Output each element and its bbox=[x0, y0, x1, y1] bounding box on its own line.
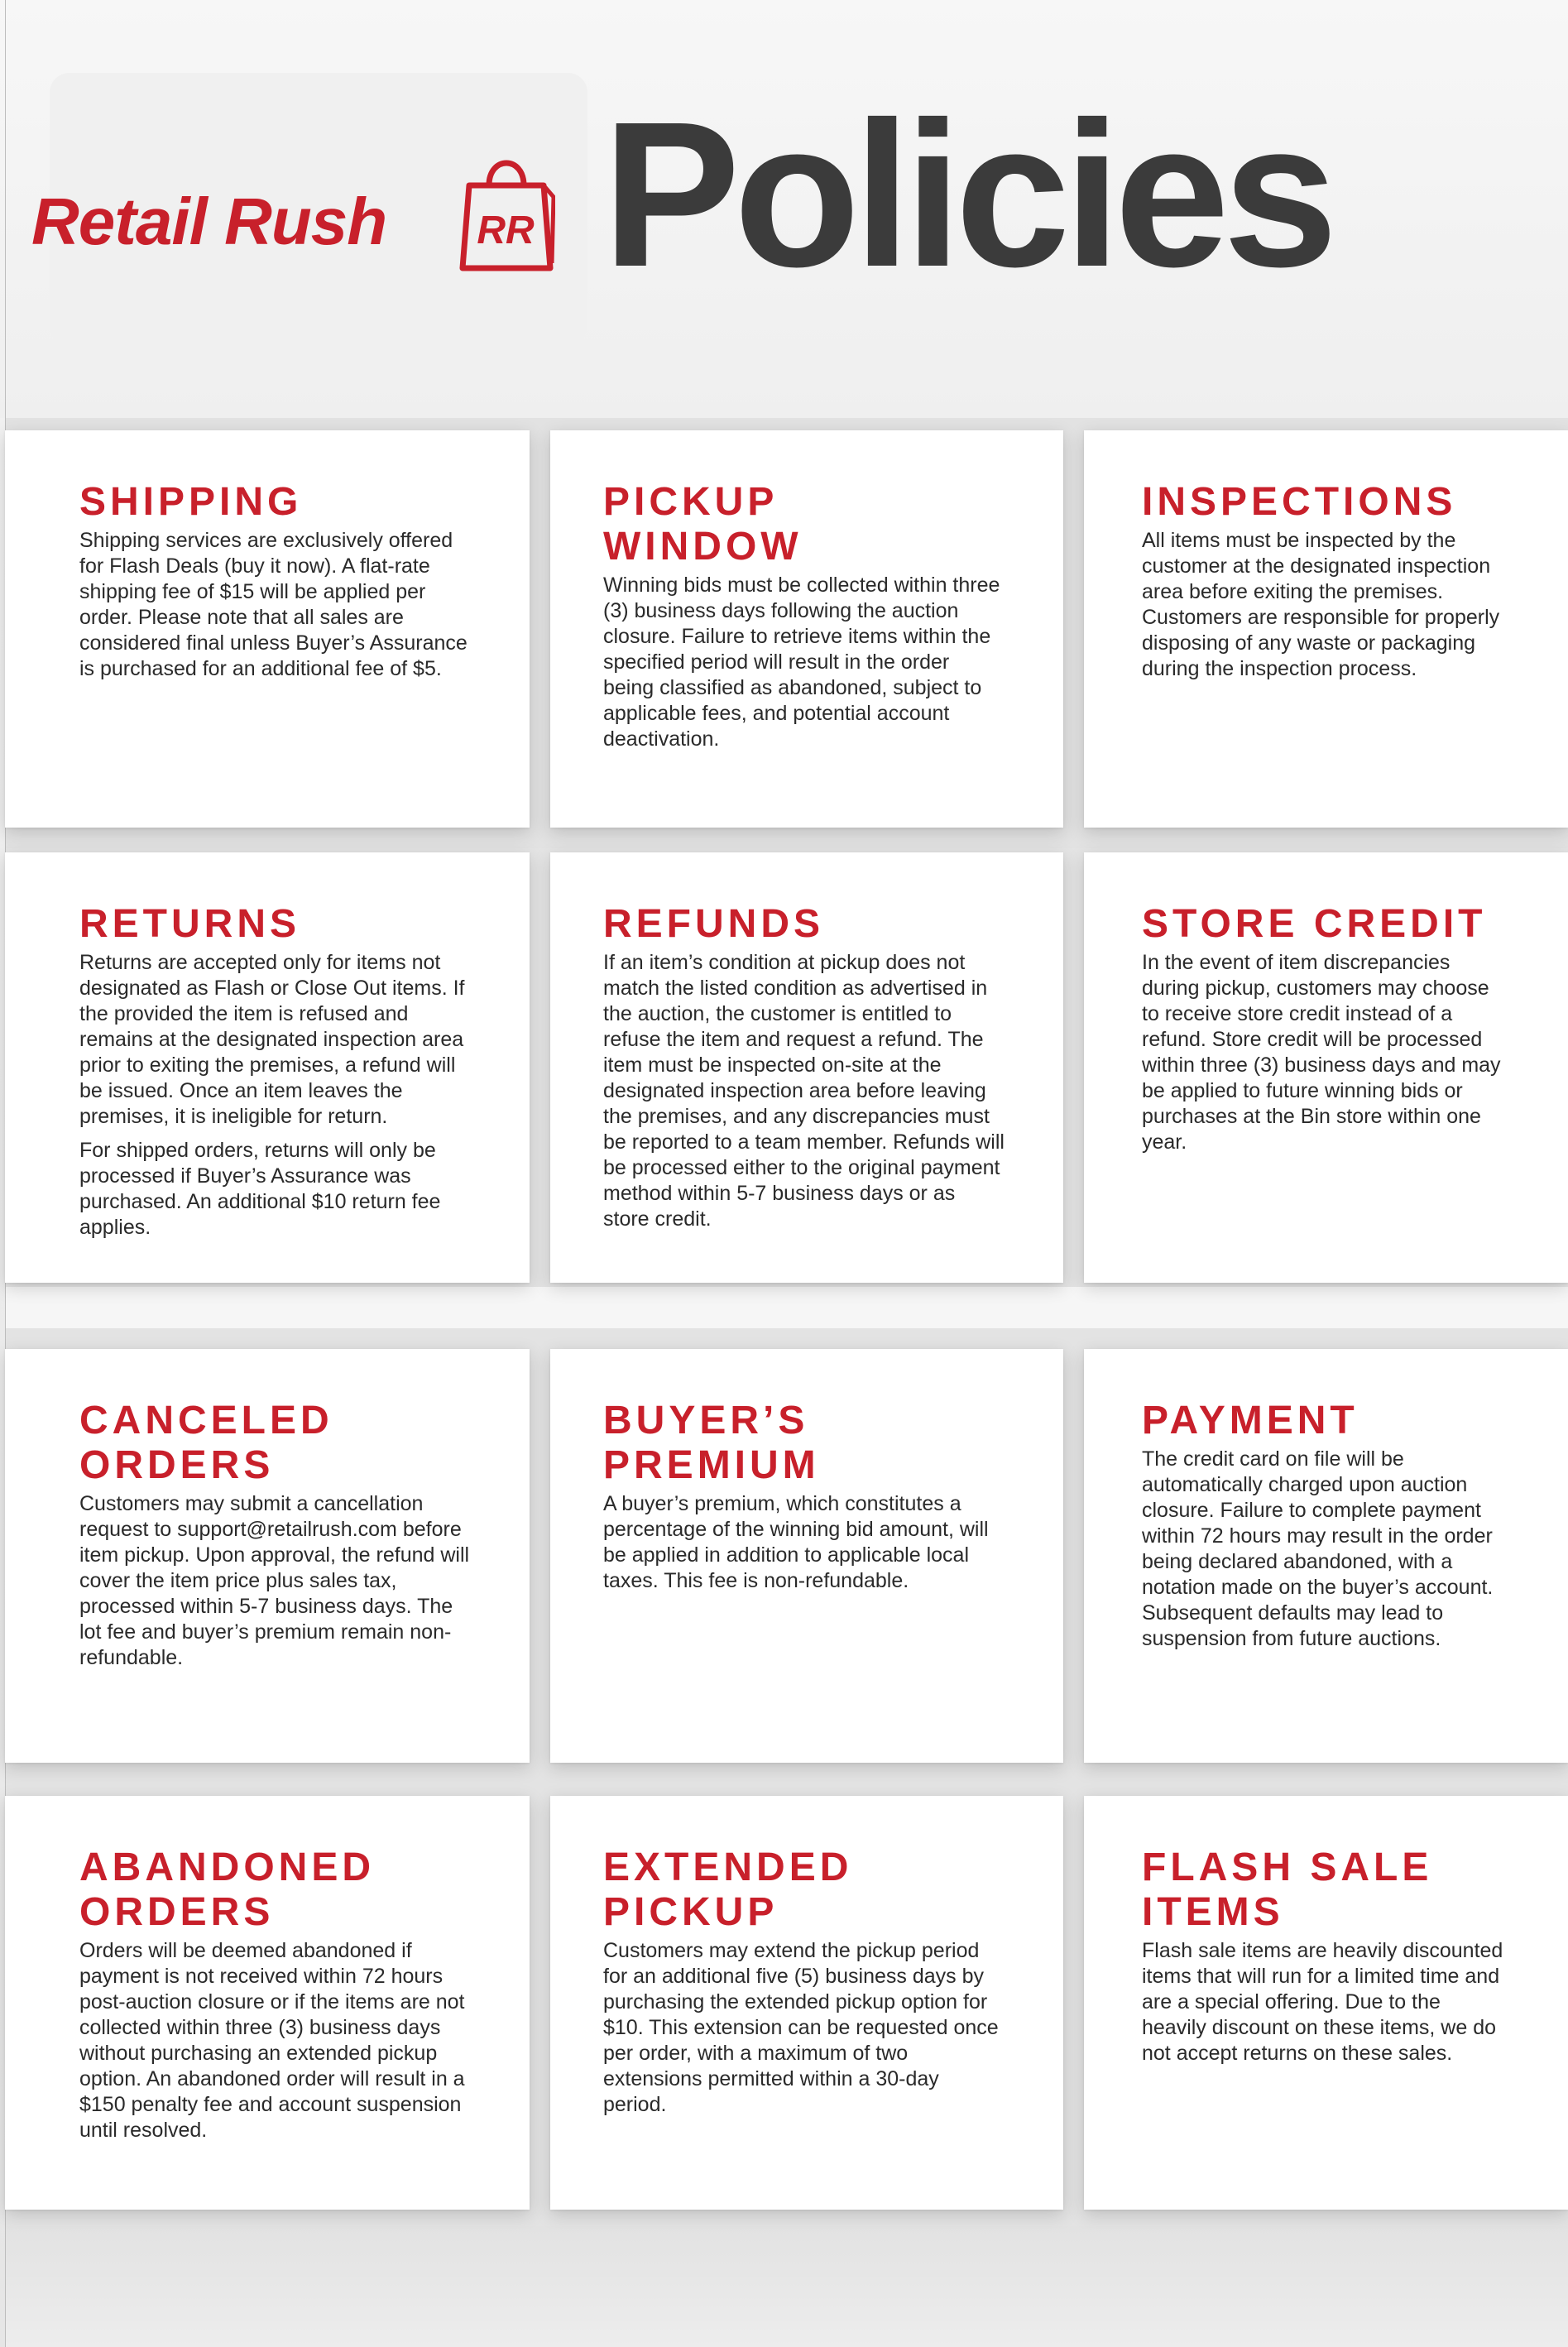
policy-card-returns bbox=[5, 852, 530, 1283]
policy-card-abandoned-orders bbox=[5, 1796, 530, 2210]
policy-heading: FLASH SALE ITEMS bbox=[1142, 1845, 1433, 1934]
policy-text: The credit card on file will be automatically charged upon auction closure. Failure to complete payment within 72 hours may result in the order being declared abandoned, with a notation made on the buyer’s account. Subsequent defaults may lead to suspension from future auctions. bbox=[1142, 1447, 1494, 1650]
policy-text: Flash sale items are heavily discounted items that will run for a limited time and are a special offering. Due to the heavily discount on these items, we do not accept returns on these sales. bbox=[1142, 1939, 1503, 2065]
policy-text: Shipping services are exclusively offered for Flash Deals (buy it now). A flat-rate shipping fee of $15 will be applied per order. Please note that all sales are considered final unless Buyer’s Assurance is purchased for an additional fee of $5. bbox=[79, 529, 468, 680]
page-title: Policies bbox=[602, 79, 1331, 310]
policy-text: A buyer’s premium, which constitutes a percentage of the winning bid amount, will be applied in addition to applicable local taxes. This fee is non-refundable. bbox=[603, 1492, 989, 1592]
policy-card-pickup-window bbox=[550, 430, 1063, 828]
policy-heading: CANCELED ORDERS bbox=[79, 1399, 333, 1487]
policy-heading: SHIPPING bbox=[79, 480, 303, 524]
policy-heading: REFUNDS bbox=[603, 902, 825, 946]
policy-card-store-credit bbox=[1084, 852, 1568, 1283]
policy-card-flash-sale-items bbox=[1084, 1796, 1568, 2210]
policy-heading: RETURNS bbox=[79, 902, 301, 946]
policy-text: Customers may extend the pickup period for an additional five (5) business days by purchasing the extended pickup option for $10. This extension can be requested once per order, with a maximum of two extensions permitted within a 30-day period. bbox=[603, 1939, 999, 2116]
policy-card-canceled-orders bbox=[5, 1349, 530, 1763]
policy-card-shipping bbox=[5, 430, 530, 828]
policy-heading: BUYER’S PREMIUM bbox=[603, 1399, 820, 1487]
policy-text: Customers may submit a cancellation request to support@retailrush.com before item pickup. Upon approval, the refund will cover the item price plus sales tax, processed within 5-7 business days. The lot fee and buyer’s premium remain non-refundable. bbox=[79, 1492, 470, 1669]
policy-card-inspections bbox=[1084, 430, 1568, 828]
policy-text: For shipped orders, returns will only be processed if Buyer’s Assurance was purchased. An additional $10 return fee applies. bbox=[79, 1139, 441, 1239]
brand-name: Retail Rush bbox=[31, 185, 387, 258]
policy-text: Orders will be deemed abandoned if payment is not received within 72 hours post-auction closure or if the items are not collected within three (3) business days without purchasing an extended pickup option. An abandoned order will result in a $150 penalty fee and account suspension until resolved. bbox=[79, 1939, 465, 2142]
policy-heading: INSPECTIONS bbox=[1142, 480, 1457, 524]
policy-card-buyers-premium bbox=[550, 1349, 1063, 1763]
policy-card-refunds bbox=[550, 852, 1063, 1283]
policy-text: Returns are accepted only for items not designated as Flash or Close Out items. If the provided the item is refused and remains at the designated inspection area prior to exiting the premises, a refund will be issued. Once an item leaves the premises, it is ineligible for return. bbox=[79, 951, 465, 1128]
policy-text: In the event of item discrepancies during pickup, customers may choose to receive store credit instead of a refund. Store credit will be processed within three (3) business days and may be applied to future winning bids or purchases at the Bin store within one year. bbox=[1142, 951, 1501, 1154]
policy-heading: PAYMENT bbox=[1142, 1399, 1359, 1442]
policy-text: All items must be inspected by the customer at the designated inspection area before exiting the premises. Customers are responsible for properly disposing of any waste or packaging during the inspection process. bbox=[1142, 529, 1500, 680]
policy-card-payment bbox=[1084, 1349, 1568, 1763]
policy-heading: ABANDONED ORDERS bbox=[79, 1845, 375, 1934]
bag-monogram: RR bbox=[477, 209, 535, 252]
footer-band bbox=[5, 2226, 1568, 2347]
row-divider bbox=[5, 1287, 1568, 1328]
policy-card-extended-pickup bbox=[550, 1796, 1063, 2210]
policy-heading: STORE CREDIT bbox=[1142, 902, 1487, 946]
shopping-bag-logo-icon bbox=[458, 151, 555, 273]
policy-text: If an item’s condition at pickup does not match the listed condition as advertised in the auction, the customer is entitled to refuse the item and request a refund. The item must be inspected on-site at the designated inspection area before leaving the premises, and any discrepancies must be reported to a team member. Refunds will be processed either to the original payment method within 5-7 business days or as store credit. bbox=[603, 951, 1005, 1231]
policy-heading: EXTENDED PICKUP bbox=[603, 1845, 853, 1934]
policy-text: Winning bids must be collected within three (3) business days following the auction closure. Failure to retrieve items within the specified period will result in the order being classified as abandoned, subject to applicable fees, and potential account deactivation. bbox=[603, 574, 1000, 751]
policy-heading: PICKUP WINDOW bbox=[603, 480, 803, 569]
